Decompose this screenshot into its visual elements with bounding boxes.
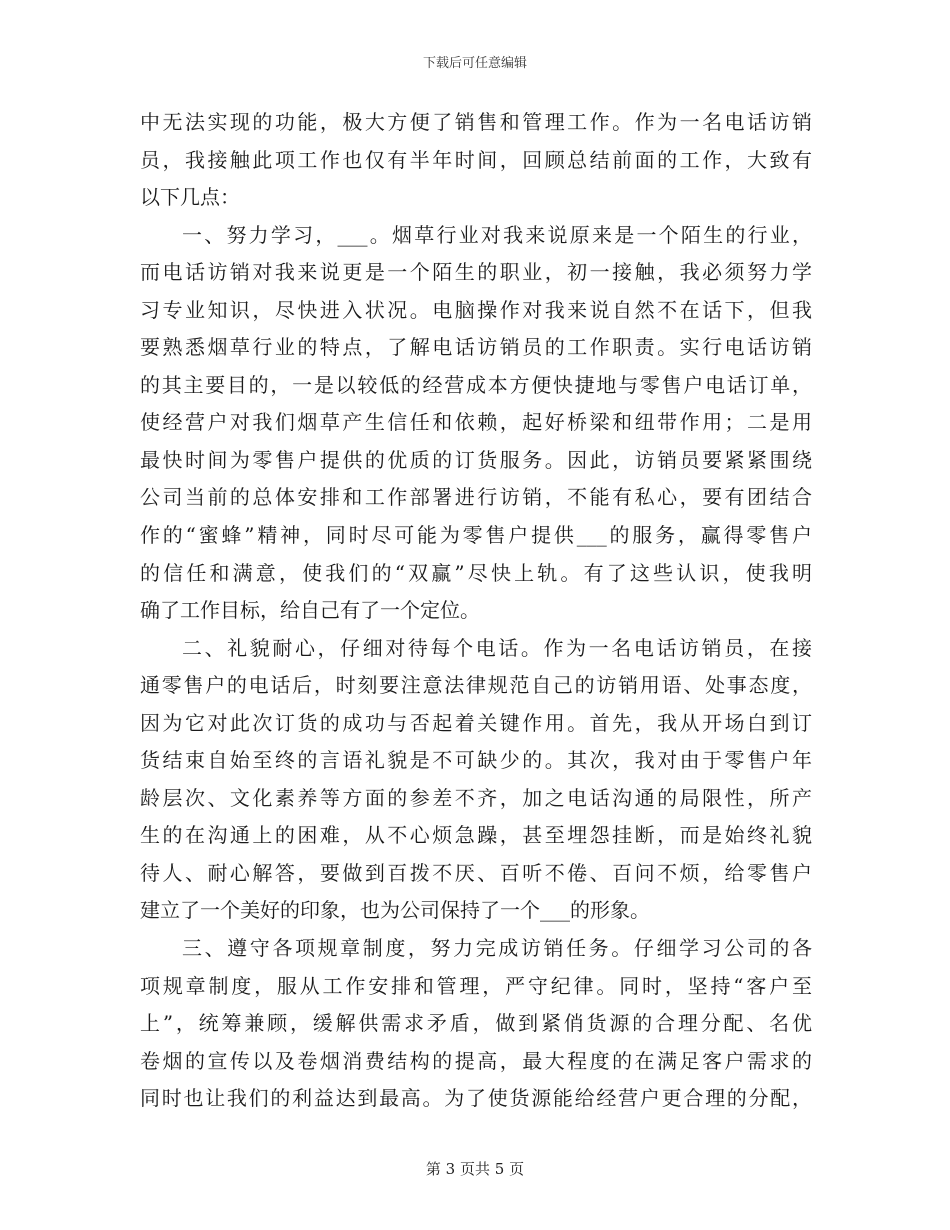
text-line: 习专业知识，尽快进入状况。电脑操作对我来说自然不在话下，但我: [140, 297, 812, 322]
text-line: 以下几点：: [140, 185, 240, 210]
text-line: 公司当前的总体安排和工作部署进行访销，不能有私心，要有团结合: [140, 485, 812, 510]
text-line: 要熟悉烟草行业的特点，了解电话访销员的工作职责。实行电话访销: [140, 335, 812, 360]
text-line: 项规章制度，服从工作安排和管理，严守纪律。同时，坚持“客户至: [140, 973, 812, 998]
page-header: 下载后可任意编辑: [422, 56, 527, 71]
text-line: 待人、耐心解答，要做到百拨不厌、百听不倦、百问不烦，给零售户: [140, 860, 812, 885]
text-line: 龄层次、文化素养等方面的参差不齐，加之电话沟通的局限性，所产: [140, 785, 812, 810]
text-line: 生的在沟通上的困难，从不心烦急躁，甚至埋怨挂断，而是始终礼貌: [140, 823, 812, 848]
text-line: 一、努力学习，___。烟草行业对我来说原来是一个陌生的行业，: [182, 222, 812, 247]
text-line: 而电话访销对我来说更是一个陌生的职业，初一接触，我必须努力学: [140, 260, 812, 285]
text-line: 最快时间为零售户提供的优质的订货服务。因此，访销员要紧紧围绕: [140, 447, 812, 472]
text-line: 的其主要目的，一是以较低的经营成本方便快捷地与零售户电话订单，: [140, 372, 812, 397]
text-line: 同时也让我们的利益达到最高。为了使货源能给经营户更合理的分配，: [140, 1086, 812, 1111]
text-line: 使经营户对我们烟草产生信任和依赖，起好桥梁和纽带作用；二是用: [140, 410, 812, 435]
text-line: 的信任和满意，使我们的“双赢”尽快上轨。有了这些认识，使我明: [140, 560, 812, 585]
text-line: 卷烟的宣传以及卷烟消费结构的提高，最大程度的在满足客户需求的: [140, 1048, 812, 1073]
text-line: 因为它对此次订货的成功与否起着关键作用。首先，我从开场白到订: [140, 710, 812, 735]
text-line: 作的“蜜蜂”精神，同时尽可能为零售户提供___的服务，赢得零售户: [140, 523, 812, 548]
text-line: 员，我接触此项工作也仅有半年时间，回顾总结前面的工作，大致有: [140, 147, 812, 172]
document-body: [140, 104, 812, 1118]
page-number-footer: 第 3 页共 5 页: [425, 1160, 525, 1178]
text-line: 中无法实现的功能，极大方便了销售和管理工作。作为一名电话访销: [140, 110, 812, 134]
text-line: 确了工作目标，给自己有了一个定位。: [140, 598, 480, 623]
text-line: 通零售户的电话后，时刻要注意法律规范自己的访销用语、处事态度，: [140, 673, 812, 698]
text-line: 上”，统筹兼顾，缓解供需求矛盾，做到紧俏货源的合理分配、名优: [140, 1011, 812, 1036]
text-line: 三、遵守各项规章制度，努力完成访销任务。仔细学习公司的各: [182, 936, 812, 961]
text-line: 货结束自始至终的言语礼貌是不可缺少的。其次，我对由于零售户年: [140, 748, 812, 773]
text-line: 建立了一个美好的印象，也为公司保持了一个___的形象。: [140, 898, 650, 923]
text-line: 二、礼貌耐心，仔细对待每个电话。作为一名电话访销员，在接: [182, 635, 812, 660]
